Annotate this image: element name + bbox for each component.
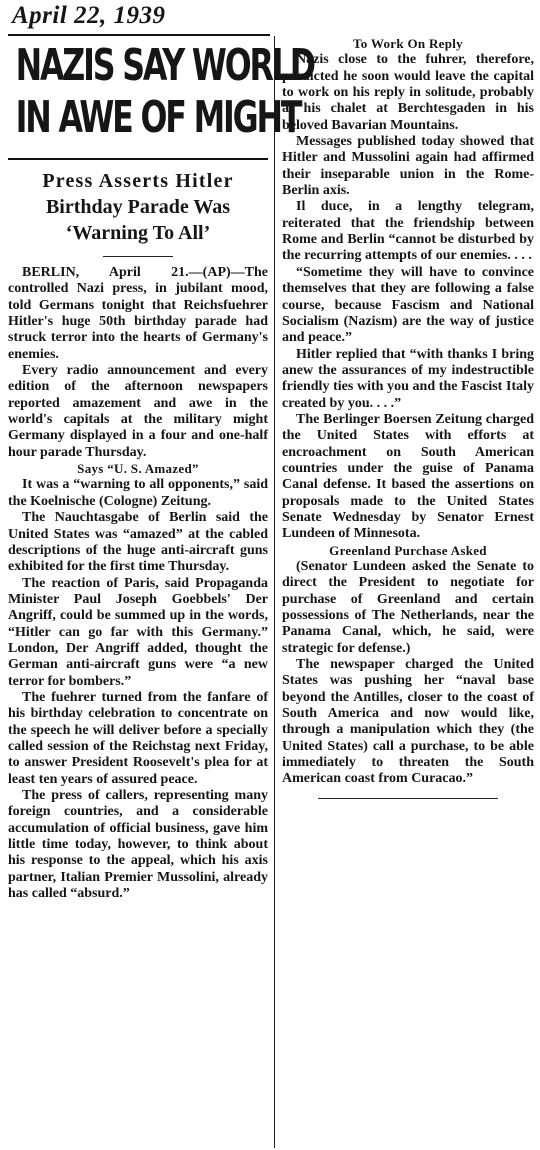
article-paragraph: (Senator Lundeen asked the Senate to direct the President to negotiate for purchase of Greenland and certain possessions of The Netherlands, near the Panama Canal, which, he said, were strategic for defense.) [282, 559, 534, 656]
publication-date: April 22, 1939 [12, 2, 166, 29]
article-end-rule [318, 798, 498, 799]
article-paragraph: It was a “warning to all opponents,” said the Koelnische (Cologne) Zeitung. [8, 477, 268, 509]
deck-rule [103, 256, 173, 257]
article-paragraph: The reaction of Paris, said Propaganda Minister Paul Joseph Goebbels' Der Angriff, could be summed up in the words, “Hitler can go far with this Germany.” London, Der Angriff added, thought the German anti-aircraft guns were “a new terror for bombers.” [8, 575, 268, 689]
subheadline-deck [8, 168, 268, 246]
column-divider [274, 36, 275, 1148]
subhead: Says “U. S. Amazed” [77, 461, 199, 477]
article-paragraph: The Nauchtasgabe of Berlin said the United States was “amazed” at the cabled descriptions of the huge anti-aircraft guns exhibited for the first time Thursday. [8, 510, 268, 575]
deck-line-1: Press Asserts Hitler [42, 170, 234, 192]
article-paragraph: “Sometime they will have to convince themselves that they are following a false course, because Fascism and National Socialism (Nazism) are the way of justice and peace.” [282, 264, 534, 346]
right-column [282, 36, 534, 799]
deck-line-2: Birthday Parade Was [45, 196, 231, 218]
headline [8, 40, 314, 144]
article-paragraph: Every radio announcement and every edition of the afternoon newspapers reported amazement and awe in the world's capitals at the military might Germany displayed in a four and one-half hour parade Thursday. [8, 363, 268, 460]
article-paragraph: The newspaper charged the United States was pushing her “naval base beyond the Antilles, closer to the coast of South America and now would like, through a manipulation which they (the United States) call a purchase, to be able immediately to threaten the South American coast from Curacao.” [282, 657, 534, 787]
article-paragraph: BERLIN, April 21.—(AP)—The controlled Nazi press, in jubilant mood, told Germans tonight that Reichsfuehrer Hitler's huge 50th birthday parade had struck terror into the hearts of Germany's enemies. [8, 265, 268, 362]
article-paragraph: Hitler replied that “with thanks I bring anew the assurances of my indestructible friendly ties with you and the Fascist Italy created by you. . . .” [282, 346, 534, 411]
headline-line-1: NAZIS SAY WORLD [15, 40, 314, 91]
article-paragraph: Messages published today showed that Hitler and Mussolini again had affirmed their inseparable union in the Rome-Berlin axis. [282, 134, 534, 199]
left-column [8, 40, 314, 902]
subhead: Greenland Purchase Asked [329, 542, 487, 558]
article-paragraph: The Berlinger Boersen Zeitung charged the United States with efforts at encroachment on South American countries under the guise of Panama Canal defense. It based the assertions on proposals made to the United States Senate Wednesday by Senator Ernest Lundeen of Minnesota. [282, 411, 534, 542]
article-paragraph: Il duce, in a lengthy telegram, reiterated that the friendship between Rome and Berlin “cannot be disturbed by the recurring attempts of our enemies. . . . [282, 199, 534, 264]
article-paragraph: The fuehrer turned from the fanfare of his birthday celebration to concentrate on the speech he will deliver before a specially called session of the Reichstag next Friday, to answer President Roosevelt's plea for at least ten years of assured peace. [8, 689, 268, 787]
left-article-body [8, 265, 268, 902]
deck-line-3: ‘Warning To All’ [65, 222, 211, 244]
subhead: To Work On Reply [353, 36, 463, 51]
headline-rule [8, 158, 268, 160]
article-paragraph: The press of callers, representing many foreign countries, and a considerable accumulation of official business, gave him little time today, however, to think about his response to the appeal, which his axis partner, Italian Premier Mussolini, already has called “absurd.” [8, 788, 268, 902]
headline-line-2: IN AWE OF MIGHT [15, 92, 301, 143]
article-paragraph: Nazis close to the fuhrer, therefore, predicted he soon would leave the capital to work on his reply in solitude, probably at his chalet at Berchtesgaden in his beloved Bavarian Mountains. [282, 52, 534, 133]
right-article-body [282, 36, 534, 788]
date-rule [8, 34, 270, 36]
